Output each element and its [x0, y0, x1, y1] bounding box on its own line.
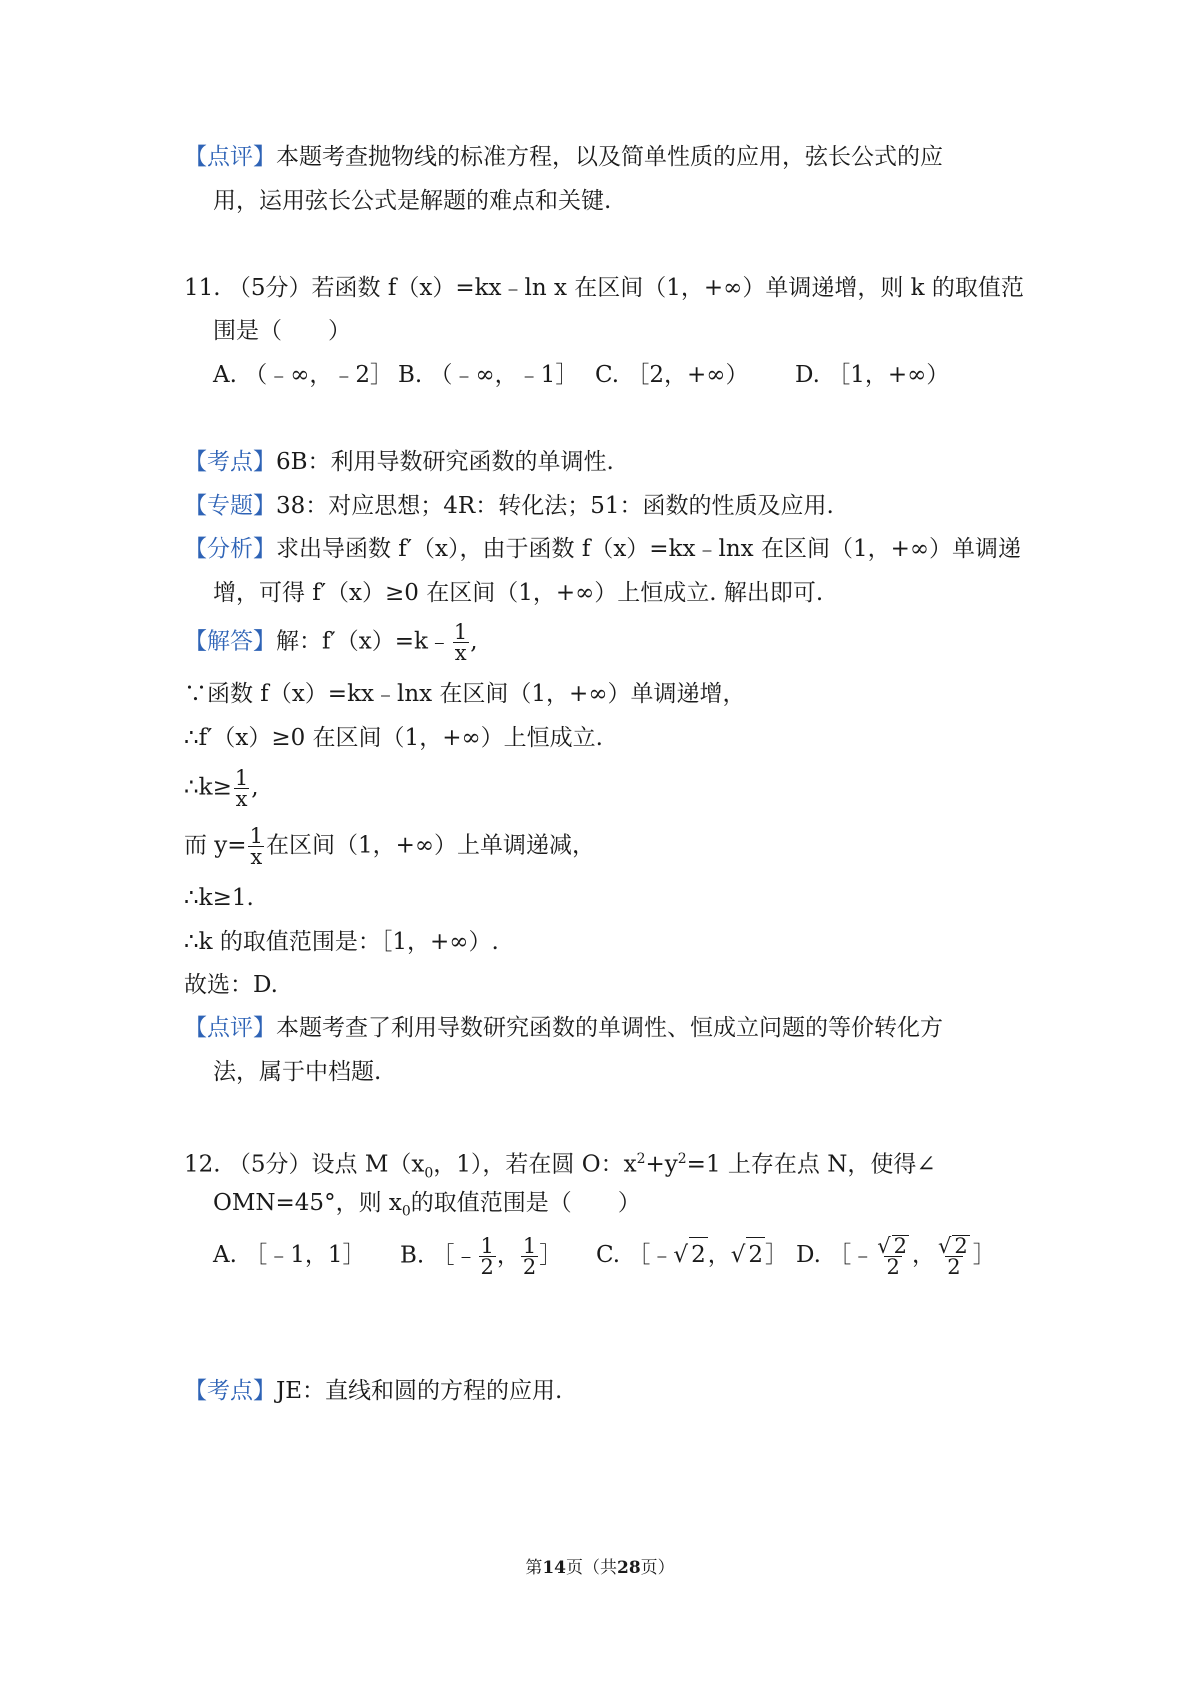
footer-mid: 页（共 — [566, 1558, 617, 1578]
bracket-close: ］ — [972, 1242, 996, 1268]
q12-sup-2: 2 — [636, 1151, 646, 1167]
q11-step-6 — [184, 925, 499, 959]
footer-page-number: 14 — [542, 1558, 566, 1578]
fraction-one-half — [479, 1233, 496, 1279]
step-6-text: ∴k 的取值范围是：［1，+∞）. — [184, 929, 499, 955]
step-4-prefix: 而 y= — [184, 832, 247, 859]
comment-tag: 【点评】 — [184, 144, 276, 170]
fraction-denominator: 2 — [522, 1254, 537, 1279]
q12-option-c-label: C. ［﹣ — [596, 1242, 674, 1268]
q12-option-b — [400, 1233, 596, 1279]
q12-kaodian — [184, 1374, 562, 1408]
fraction-1-over-x — [233, 768, 250, 809]
q11-fenxi-line-1 — [184, 532, 1021, 566]
q12-option-c — [596, 1237, 796, 1272]
q11-fenxi-line-2 — [213, 576, 823, 610]
q12-stem-line-2 — [213, 1186, 641, 1229]
q11-stem-1: 11. （5分）若函数 f（x）=kx﹣ln x 在区间（1，+∞）单调递增，则 k 的取值范 — [184, 275, 1024, 301]
q12-sub-0: 0 — [401, 1203, 411, 1220]
q11-step-3 — [184, 768, 259, 809]
fenxi-text-2: 增，可得 f′（x）≥0 在区间（1，+∞）上恒成立. 解出即可. — [213, 580, 824, 606]
q12-stem-line-1 — [184, 1142, 936, 1190]
q11-option-a: A. （﹣∞，﹣2］ — [213, 362, 394, 388]
q11-stem-line-2 — [213, 314, 351, 348]
kaodian-text: 6B：利用导数研究函数的单调性. — [276, 449, 614, 475]
sqrt-two: √ 2 — [673, 1237, 707, 1272]
jieda-prefix: 解：f′（x）=k﹣ — [276, 628, 451, 655]
dianping-text-2: 法，属于中档题. — [213, 1059, 382, 1085]
dianping-text-1: 本题考查了利用导数研究函数的单调性、恒成立问题的等价转化方 — [276, 1015, 943, 1041]
step-1-text: ∵函数 f（x）=kx﹣lnx 在区间（1，+∞）单调递增， — [184, 681, 746, 707]
fraction-numerator: 1 — [522, 1233, 537, 1258]
bracket-close: ］ — [765, 1242, 788, 1268]
footer-post: 页） — [640, 1558, 675, 1578]
sqrt-two: √ 2 — [731, 1237, 765, 1272]
fraction-1-over-x — [452, 622, 469, 663]
q11-step-2 — [184, 721, 603, 755]
q11-option-c: C. ［2，+∞） — [595, 362, 749, 388]
fraction-denominator: x — [235, 787, 248, 811]
radicand: 2 — [954, 1234, 968, 1258]
q12-option-d — [796, 1235, 996, 1277]
comment-text-1: 本题考查抛物线的标准方程，以及简单性质的应用，弦长公式的应 — [276, 144, 943, 170]
footer-total-pages: 28 — [617, 1558, 641, 1578]
fraction-numerator: 1 — [234, 766, 249, 790]
kaodian-text: JE：直线和圆的方程的应用. — [276, 1378, 563, 1404]
comment-line-2 — [213, 184, 611, 218]
sqrt-two: √ 2 — [938, 1234, 968, 1258]
radicand: 2 — [689, 1237, 708, 1272]
q12-stem-1c: +y — [645, 1151, 678, 1178]
fraction-denominator: x — [454, 641, 467, 665]
bracket-close: ］ — [539, 1242, 563, 1268]
radicand: 2 — [746, 1237, 765, 1272]
fraction-one-half — [521, 1233, 538, 1279]
comma: ， — [707, 1242, 731, 1268]
fraction-denominator: x — [250, 845, 263, 869]
q11-options — [213, 358, 949, 392]
fraction-denominator: 2 — [480, 1254, 494, 1279]
q12-stem-1a: 12. （5分）设点 M（x — [184, 1151, 425, 1178]
fraction-numerator — [936, 1235, 972, 1256]
step-7-text: 故选：D. — [184, 972, 278, 998]
zhuanti-tag: 【专题】 — [184, 493, 276, 519]
q11-kaodian — [184, 445, 614, 479]
q12-sup-2: 2 — [677, 1151, 687, 1167]
q12-stem-1b: ，1），若在圆 O：x — [433, 1151, 637, 1178]
q12-stem-2a: OMN=45°，则 x — [213, 1190, 402, 1216]
page-footer — [0, 1553, 1200, 1578]
q12-stem-2b: 的取值范围是（ ） — [410, 1190, 641, 1216]
q12-stem-1d: =1 上存在点 N，使得∠ — [686, 1151, 936, 1178]
q11-dianping-line-1 — [184, 1011, 943, 1045]
q11-step-4 — [184, 826, 595, 867]
fenxi-tag: 【分析】 — [184, 536, 276, 562]
fraction-numerator: 1 — [249, 824, 263, 848]
kaodian-tag: 【考点】 — [184, 1378, 276, 1404]
q11-jieda — [184, 622, 478, 663]
comment-line-1 — [184, 140, 943, 174]
fraction-numerator — [875, 1235, 911, 1256]
q12-option-d-label: D. ［﹣ — [796, 1242, 875, 1268]
q11-step-1 — [184, 677, 746, 711]
step-3-prefix: ∴k≥ — [184, 774, 232, 801]
q11-dianping-line-2 — [213, 1055, 381, 1089]
jieda-tag: 【解答】 — [184, 628, 276, 655]
jieda-suffix: , — [470, 628, 478, 655]
fenxi-text-1: 求出导函数 f′（x），由于函数 f（x）=kx﹣lnx 在区间（1，+∞）单调递 — [276, 536, 1022, 562]
sqrt-two: √ 2 — [877, 1234, 908, 1258]
step-2-text: ∴f′（x）≥0 在区间（1，+∞）上恒成立. — [184, 725, 603, 751]
q12-options — [213, 1235, 996, 1277]
comma: ， — [912, 1242, 936, 1268]
fraction-numerator: 1 — [453, 620, 468, 644]
fraction-sqrt2-over-2 — [875, 1235, 911, 1277]
dianping-tag: 【点评】 — [184, 1015, 276, 1041]
q11-step-5 — [184, 881, 254, 915]
footer-pre: 第 — [525, 1558, 543, 1578]
step-4-suffix: 在区间（1，+∞）上单调递减， — [265, 832, 596, 859]
zhuanti-text: 38：对应思想；4R：转化法；51：函数的性质及应用. — [276, 493, 834, 519]
fraction-numerator: 1 — [480, 1233, 494, 1258]
fraction-denominator: 2 — [947, 1255, 961, 1279]
step-5-text: ∴k≥1. — [184, 885, 254, 911]
fraction-1-over-x — [248, 826, 265, 867]
q11-zhuanti — [184, 489, 834, 523]
radicand: 2 — [893, 1234, 908, 1258]
q11-option-d: D. ［1，+∞） — [795, 362, 950, 388]
q11-stem-line-1 — [184, 271, 1024, 305]
fraction-denominator: 2 — [886, 1255, 900, 1279]
q12-option-a: A. ［﹣1，1］ — [213, 1242, 366, 1268]
comma: ， — [496, 1242, 520, 1268]
q12-option-b-label: B. ［﹣ — [400, 1242, 478, 1268]
kaodian-tag: 【考点】 — [184, 449, 276, 475]
q11-stem-2: 围是（ ） — [213, 318, 351, 344]
fraction-sqrt2-over-2 — [936, 1235, 972, 1277]
comment-text-2: 用，运用弦长公式是解题的难点和关键. — [213, 188, 612, 214]
q11-step-7 — [184, 968, 278, 1002]
step-3-suffix: , — [251, 774, 259, 801]
q12-sub-0: 0 — [424, 1165, 434, 1182]
q11-option-b: B. （﹣∞，﹣1］ — [398, 362, 579, 388]
